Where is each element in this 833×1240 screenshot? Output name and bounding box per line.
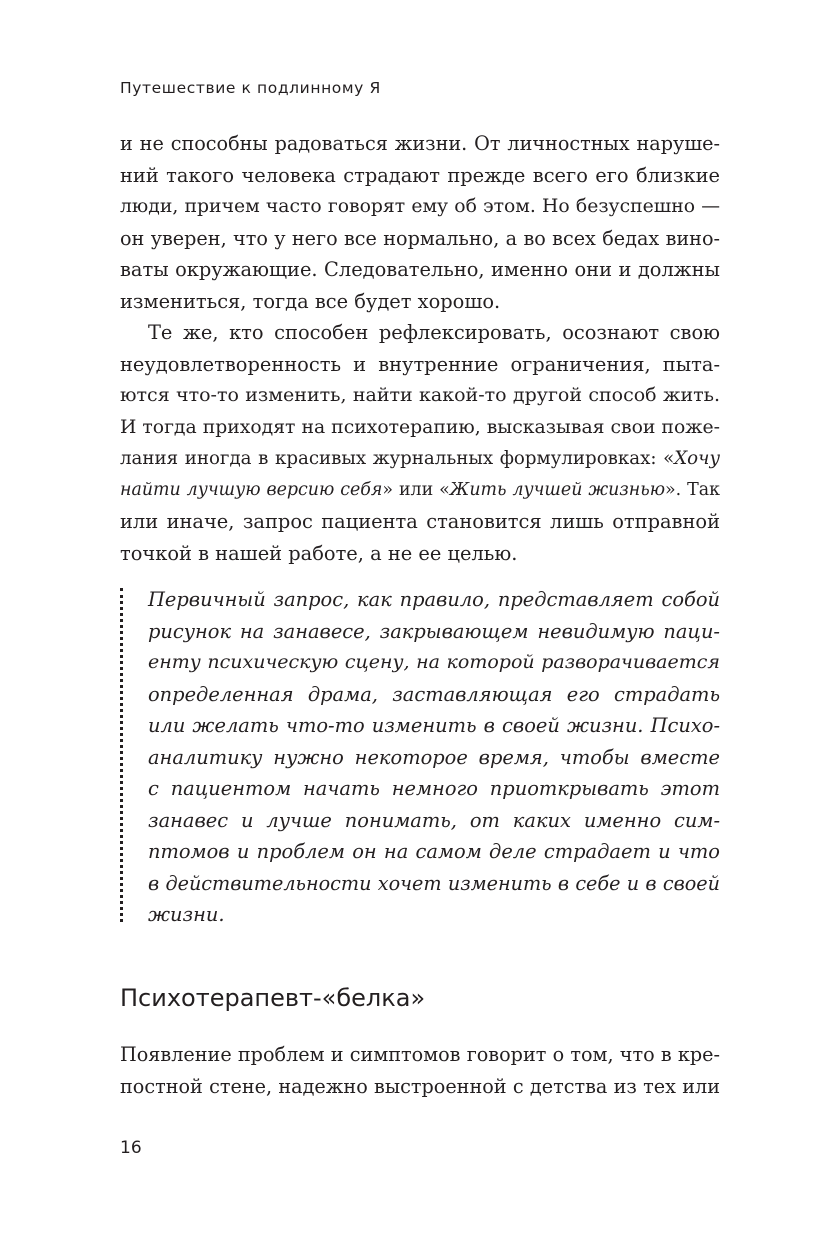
quote-line: с пациентом начать немного приоткрывать этот <box>148 777 720 800</box>
running-head: Путешествие к подлинному Я <box>120 79 381 97</box>
text-line: ний такого человека страдают прежде всего его близкие <box>120 163 720 187</box>
quote-line: птомов и проблем он на самом деле страдает и что <box>148 840 720 863</box>
text-line: или иначе, запрос пациента становится лишь отправной <box>120 510 720 533</box>
text-line: и не способны радоваться жизни. От личностных наруше- <box>120 132 720 155</box>
text-run: лания иногда в красивых журнальных формулировках: « <box>120 448 675 469</box>
quote-line: рисунок на занавесе, закрывающем невидимую паци- <box>148 619 720 643</box>
text-line: люди, причем часто говорят ему об этом. Но безуспешно — <box>120 196 720 217</box>
blockquote-text <box>148 584 720 931</box>
blockquote <box>120 584 720 924</box>
italic-run: найти лучшую версию себя <box>120 479 383 500</box>
text-line: ются что-то изменить, найти какой-то другой способ жить. <box>120 384 720 406</box>
text-line <box>120 475 720 507</box>
section-heading: Психотерапевт-«белка» <box>120 984 426 1012</box>
text-line: постной стене, надежно выстроенной с детства из тех или <box>120 1074 720 1098</box>
quote-line: в действительности хочет изменить в себе и в своей <box>148 871 720 895</box>
quote-line: енту психическую сцену, на которой разворачивается <box>148 651 720 673</box>
body-text-bottom <box>120 1039 720 1102</box>
text-run: ». Так <box>665 479 720 500</box>
italic-run: Хочу <box>674 448 720 469</box>
quote-line: Первичный запрос, как правило, представляет собой <box>148 588 720 611</box>
quote-line: определенная драма, заставляющая его страдать <box>148 682 720 706</box>
text-line: И тогда приходят на психотерапию, высказывая свои поже- <box>120 416 720 438</box>
quote-line: или желать что-то изменить в своей жизни. Психо- <box>148 714 720 737</box>
text-line: Те же, кто способен рефлексировать, осознают свою <box>148 321 720 344</box>
text-line: неудовлетворенность и внутренние ограничения, пыта- <box>120 352 720 376</box>
paragraph-3 <box>120 1039 720 1102</box>
text-run: » или « <box>382 479 450 500</box>
text-line <box>120 443 720 475</box>
page-number: 16 <box>120 1138 142 1158</box>
dotted-rule <box>120 588 123 922</box>
quote-line: занавес и лучше понимать, от каких именно сим- <box>148 808 720 832</box>
italic-run: Жить лучшей жизнью <box>449 479 666 500</box>
quote-line: жизни. <box>148 903 225 926</box>
text-line: измениться, тогда все будет хорошо. <box>120 289 501 313</box>
quote-line: аналитику нужно некоторое время, чтобы вместе <box>148 745 720 769</box>
text-line: точкой в нашей работе, а не ее целью. <box>120 541 518 565</box>
paragraph-2 <box>120 317 720 569</box>
text-line: он уверен, что у него все нормально, а во всех бедах вино- <box>120 226 720 250</box>
paragraph-1 <box>120 128 720 317</box>
text-line: Появление проблем и симптомов говорит о том, что в кре- <box>120 1043 720 1066</box>
body-text-top <box>120 128 720 569</box>
text-line: ваты окружающие. Следовательно, именно они и должны <box>120 258 720 281</box>
